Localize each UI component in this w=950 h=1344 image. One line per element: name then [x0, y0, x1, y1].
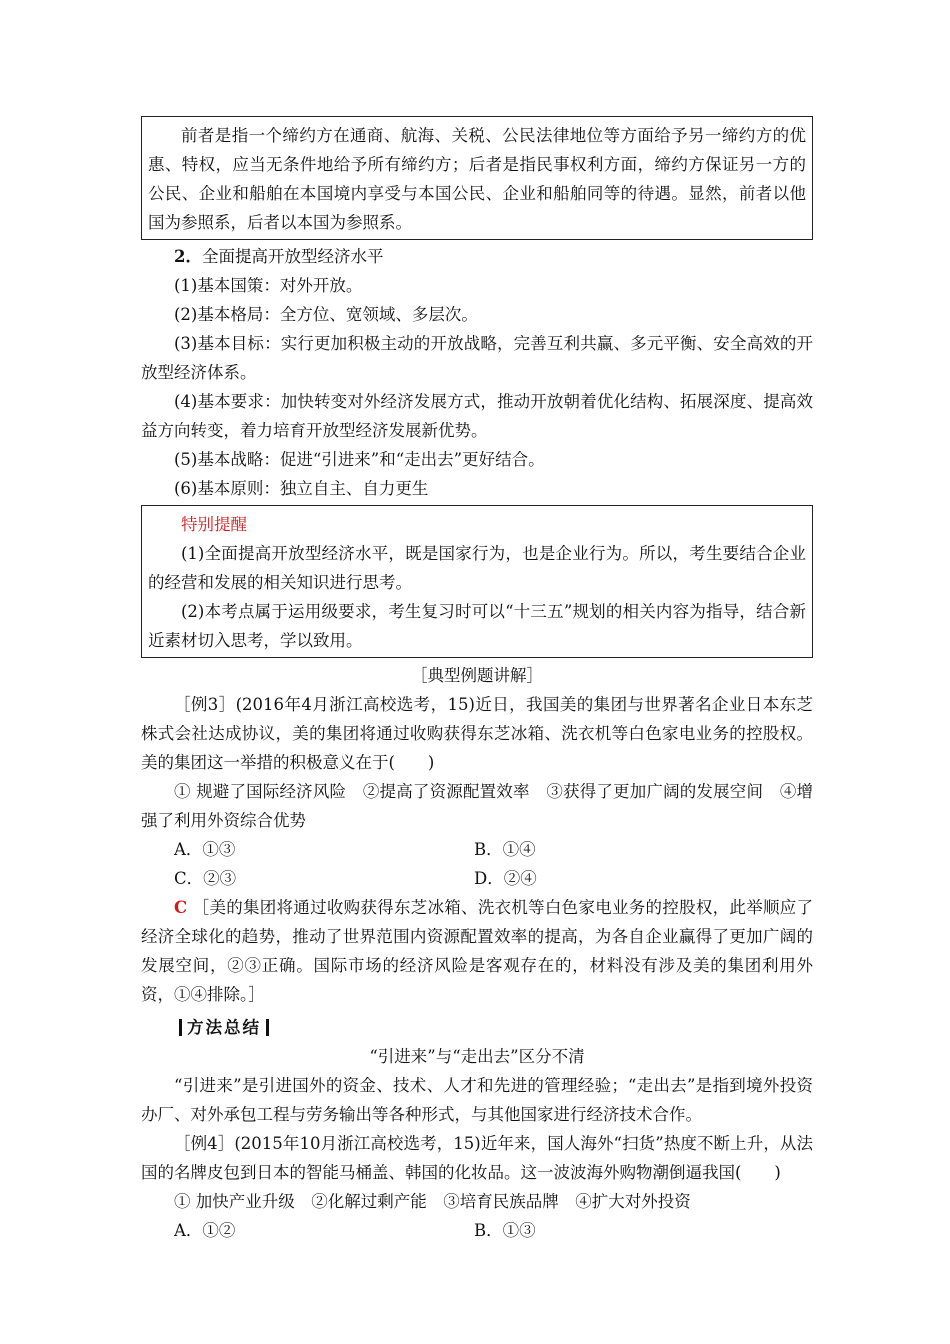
- method-summary-left-bar: [179, 1019, 182, 1036]
- section-2-number: 2．: [174, 247, 202, 266]
- special-reminder-title: 特别提醒: [181, 515, 247, 534]
- note-box-treatment: [141, 116, 813, 240]
- example-4-option-a: A．①②: [174, 1221, 236, 1240]
- example-3-option-d: D．②④: [474, 869, 537, 888]
- example-3-choices: ① 规避了国际经济风险 ②提高了资源配置效率 ③获得了更加广阔的发展空间 ④增强了利用外资综合优势: [141, 782, 813, 830]
- example-3-options-row-2: [141, 864, 813, 893]
- method-text: “引进来”是引进国外的资金、技术、人才和先进的管理经验；“走出去”是指到境外投资办厂、对外承包工程与劳务输出等各种形式，与其他国家进行经济技术合作。: [141, 1076, 813, 1124]
- example-4-label: ［例4］: [174, 1134, 235, 1153]
- method-subtitle: “引进来”与“走出去”区分不清: [369, 1047, 585, 1066]
- example-3-options-row-1: [141, 835, 813, 864]
- example-3-label: ［例3］: [174, 695, 236, 714]
- example-4-stem: 近年来，国人海外“扫货”热度不断上升，从法国的名牌皮包到日本的智能马桶盖、韩国的化妆品。这一波波海外购物潮倒逼我国( ): [141, 1134, 814, 1182]
- section-2-item-4: (4)基本要求：加快转变对外经济发展方式，推动开放朝着优化结构、拓展深度、提高效益方向转变，着力培育开放型经济发展新优势。: [141, 392, 813, 440]
- section-2-item-2: (2)基本格局：全方位、宽领域、多层次。: [174, 305, 478, 324]
- examples-heading: ［典型例题讲解］: [411, 666, 543, 685]
- method-summary-text: 方法总结: [187, 1018, 261, 1037]
- example-3-source: (2016年4月浙江高校选考，15): [235, 695, 475, 714]
- section-2-title-text: 全面提高开放型经济水平: [201, 247, 384, 266]
- example-4-choices: ① 加快产业升级 ②化解过剩产能 ③培育民族品牌 ④扩大对外投资: [174, 1192, 691, 1211]
- example-3-analysis-text: ［美的集团将通过收购获得东芝冰箱、洗衣机等白色家电业务的控股权，此举顺应了经济全球化的趋势，推动了世界范围内资源配置效率的提高，为各自企业赢得了更加广阔的发展空间，②③正确。国际市场的经济风险是客观存在的，材料没有涉及美的集团利用外资，①④排除。］: [141, 898, 814, 1004]
- example-3-option-b: B．①④: [474, 840, 536, 859]
- section-2-item-5: (5)基本战略：促进“引进来”和“走出去”更好结合。: [174, 450, 545, 469]
- method-summary-label: [174, 1013, 274, 1042]
- note-box-text: 前者是指一个缔约方在通商、航海、关税、公民法律地位等方面给予另一缔约方的优惠、特权，应当无条件地给予所有缔约方；后者是指民事权利方面，缔约方保证另一方的公民、企业和船舶在本国境内享受与本国公民、企业和船舶同等的待遇。显然，前者以他国为参照系，后者以本国为参照系。: [148, 126, 806, 232]
- special-reminder-box: [141, 505, 813, 658]
- example-3-option-c: C．②③: [174, 869, 237, 888]
- example-4-source: (2015年10月浙江高校选考，15): [234, 1134, 481, 1153]
- section-2-item-1: (1)基本国策：对外开放。: [174, 276, 363, 295]
- example-3-answer: C: [174, 898, 188, 917]
- example-4-option-b: B．①③: [474, 1221, 536, 1240]
- example-3-analysis: [141, 893, 813, 1009]
- special-reminder-item-1: (1)全面提高开放型经济水平，既是国家行为，也是企业行为。所以，考生要结合企业的经营和发展的相关知识进行思考。: [148, 544, 806, 592]
- example-3-question: [141, 690, 813, 777]
- section-2-item-3: (3)基本目标：实行更加积极主动的开放战略，完善互利共赢、多元平衡、安全高效的开放型经济体系。: [141, 334, 813, 382]
- method-summary-right-bar: [266, 1019, 269, 1036]
- special-reminder-item-2: (2)本考点属于运用级要求，考生复习时可以“十三五”规划的相关内容为指导，结合新近素材切入思考，学以致用。: [148, 602, 806, 650]
- example-4-question: [141, 1129, 813, 1187]
- example-3-option-a: A．①③: [174, 840, 236, 859]
- example-3-stem: 近日，我国美的集团与世界著名企业日本东芝株式会社达成协议，美的集团将通过收购获得东芝冰箱、洗衣机等白色家电业务的控股权。美的集团这一举措的积极意义在于( ): [141, 695, 814, 772]
- section-2-item-6: (6)基本原则：独立自主、自力更生: [174, 479, 429, 498]
- page-content: [141, 116, 813, 1245]
- example-4-options-row-1: [141, 1216, 813, 1245]
- section-2-title: [141, 242, 813, 271]
